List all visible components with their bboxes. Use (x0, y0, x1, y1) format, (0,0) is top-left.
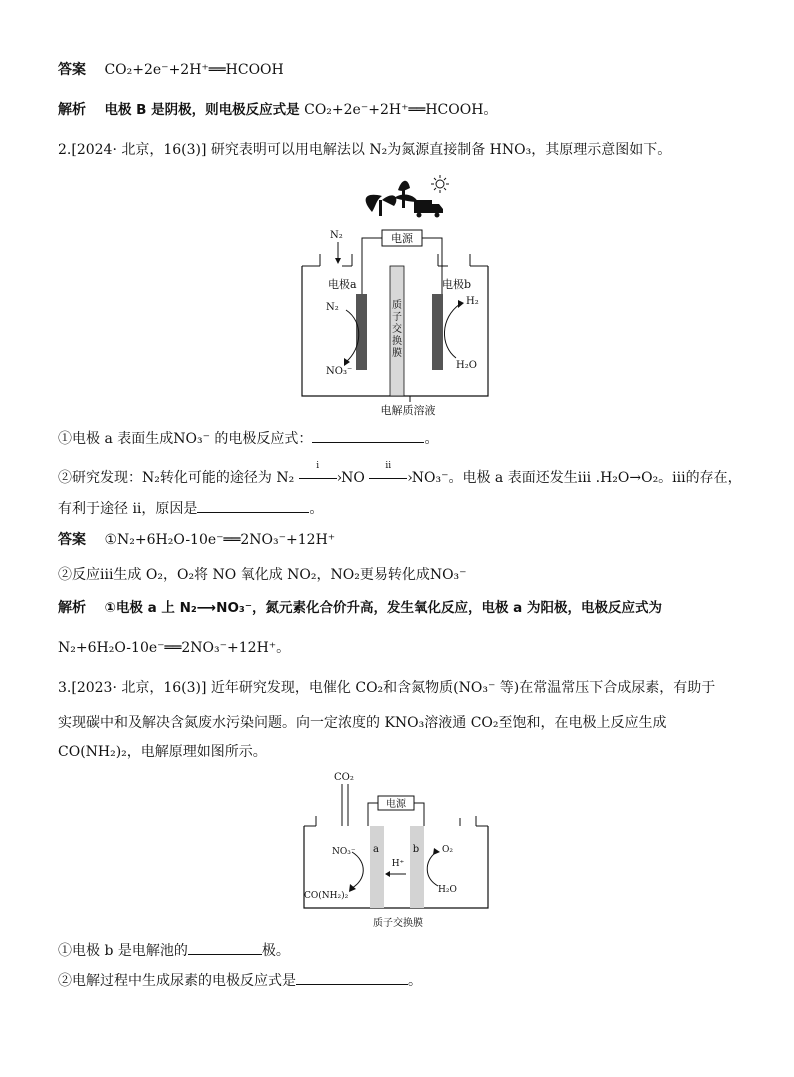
q2-analysis-line2: N₂+6H₂O-10e⁻══2NO₃⁻+12H⁺。 (58, 640, 291, 656)
analysis-formula: CO₂+2e⁻+2H⁺══HCOOH。 (304, 102, 498, 118)
q3-sub1-prefix: ①电极 b 是电解池的 (58, 943, 188, 959)
q2-sub2-line2: 有利于途径 ii，原因是 。 (58, 498, 323, 519)
power-source-label: 电源 (386, 799, 406, 810)
path-start: N₂ (276, 470, 295, 486)
electrode-a-label: 电极a (328, 278, 357, 291)
path-end: NO₃⁻ (411, 470, 449, 486)
q3-electrolysis-figure (296, 768, 496, 933)
answer-formula: CO₂+2e⁻+2H⁺══HCOOH (104, 62, 284, 78)
membrane-caption: 质子交换膜 (373, 918, 423, 929)
q3-sub2 (58, 970, 422, 991)
electrode-a (356, 294, 367, 370)
co2-inlet-label: CO₂ (334, 772, 354, 783)
path-arrow-ii: ii › (369, 468, 407, 488)
q2-analysis-line1 (58, 598, 662, 618)
q2-answer-line1 (58, 530, 335, 550)
answer-tag: 答案 (58, 62, 86, 78)
step-ii-label: ii (385, 461, 392, 471)
analysis-tag: 解析 (58, 600, 86, 616)
q2-answer-1: ①N₂+6H₂O-10e⁻══2NO₃⁻+12H⁺ (104, 532, 336, 548)
q2-analysis-text: ①电极 a 上 N₂⟶NO₃⁻，氮元素化合价升高，发生氧化反应，电极 a 为阳极，电极反应式为 (104, 600, 662, 616)
electrode-b-label: b (412, 844, 420, 855)
q3-sub2-prefix: ②电解过程中生成尿素的电极反应式是 (58, 973, 296, 989)
analysis-text: 电极 B 是阴极，则电极反应式是 (104, 102, 300, 118)
q2-sub1-text: ①电极 a 表面生成NO₃⁻ 的电极反应式： (58, 431, 313, 447)
right-reactant: H₂O (438, 885, 457, 895)
left-product: CO(NH₂)₂ (304, 891, 349, 901)
q3-sub1 (58, 940, 290, 961)
electrode-a-label: a (373, 844, 379, 855)
path-arrow-i: i › (299, 468, 337, 488)
q2-answer-line2: ②反应iii生成 O₂，O₂将 NO 氧化成 NO₂，NO₂更易转化成NO₃⁻ (58, 567, 467, 583)
right-product: H₂ (466, 296, 479, 307)
electrode-b (432, 294, 443, 370)
electrode-b (410, 826, 424, 908)
answer-blank[interactable] (188, 940, 262, 955)
left-reactant: NO₃⁻ (332, 847, 356, 857)
step-i-label: i (316, 461, 320, 471)
analysis-tag: 解析 (58, 102, 86, 118)
analysis-line-1 (58, 100, 497, 120)
membrane-label: 质子交换膜 (392, 300, 402, 359)
plant-icon (366, 181, 418, 216)
right-product: O₂ (442, 845, 453, 855)
sun-icon (431, 175, 449, 193)
q2-header: 2.[2024· 北京，16(3)] 研究表明可以用电解法以 N₂为氮源直接制备 HNO₃，其原理示意图如下。 (58, 142, 672, 158)
left-product: NO₃⁻ (326, 366, 353, 377)
electrode-a (370, 826, 384, 908)
q3-line3: CO(NH₂)₂，电解原理如图所示。 (58, 744, 267, 760)
path-mid: NO (341, 470, 365, 486)
proton-label: H⁺ (391, 859, 405, 869)
answer-blank[interactable] (197, 498, 309, 513)
q2-sub2-line2-prefix: 有利于途径 ii，原因是 (58, 501, 198, 517)
q2-sub2-prefix: ②研究发现：N₂转化可能的途径为 (58, 470, 272, 486)
answer-blank[interactable] (312, 428, 424, 443)
q2-electrolysis-figure (290, 170, 520, 420)
answer-blank[interactable] (296, 970, 408, 985)
n2-inlet-label: N₂ (330, 230, 343, 241)
right-reactant: H₂O (456, 360, 477, 371)
q2-sub2 (58, 461, 742, 488)
truck-icon (414, 200, 443, 218)
answer-tag: 答案 (58, 532, 86, 548)
q2-sub2-suffix: 。电极 a 表面还发生iii .H₂O→O₂。iii的存在， (448, 470, 742, 486)
q3-line1: 3.[2023· 北京，16(3)] 近年研究发现，电催化 CO₂和含氮物质(NO₃⁻ 等)在常温常压下合成尿素，有助于 (58, 680, 716, 696)
electrolyte-label: 电解质溶液 (380, 404, 436, 417)
q3-sub2-suffix: 。 (408, 973, 422, 989)
q2-sub1: ①电极 a 表面生成NO₃⁻ 的电极反应式： 。 (58, 428, 438, 449)
q3-line2: 实现碳中和及解决含氮废水污染问题。向一定浓度的 KNO₃溶液通 CO₂至饱和，在电极上反应生成 (58, 715, 667, 731)
electrode-b-label: 电极b (442, 278, 472, 291)
power-source-label: 电源 (391, 232, 413, 245)
left-reactant: N₂ (326, 302, 339, 313)
q3-sub1-suffix: 极。 (261, 943, 290, 959)
answer-line-1 (58, 60, 284, 80)
